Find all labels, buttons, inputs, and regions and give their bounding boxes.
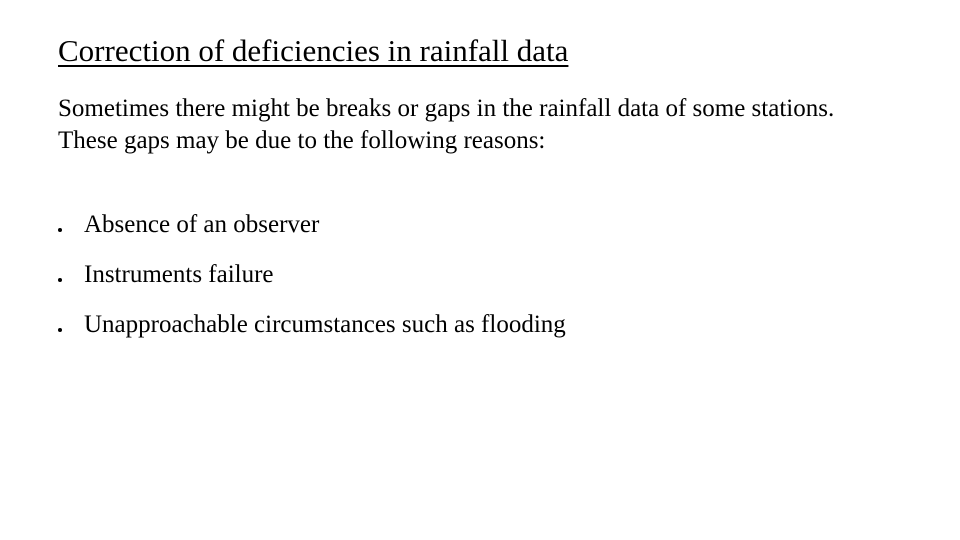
slide-title: Correction of deficiencies in rainfall data bbox=[58, 33, 569, 68]
list-item-text: Absence of an observer bbox=[84, 211, 320, 238]
list-item bbox=[58, 255, 566, 295]
bullet-icon bbox=[58, 228, 62, 232]
reasons-list bbox=[58, 205, 566, 355]
bullet-icon bbox=[58, 278, 62, 282]
list-item bbox=[58, 205, 566, 245]
list-item-text: Instruments failure bbox=[84, 261, 274, 288]
bullet-icon bbox=[58, 328, 62, 332]
list-item-text: Unapproachable circumstances such as flooding bbox=[84, 311, 566, 338]
intro-paragraph: Sometimes there might be breaks or gaps in the rainfall data of some stations. These gaps may be due to the following reasons: bbox=[58, 95, 835, 154]
list-item bbox=[58, 305, 566, 345]
